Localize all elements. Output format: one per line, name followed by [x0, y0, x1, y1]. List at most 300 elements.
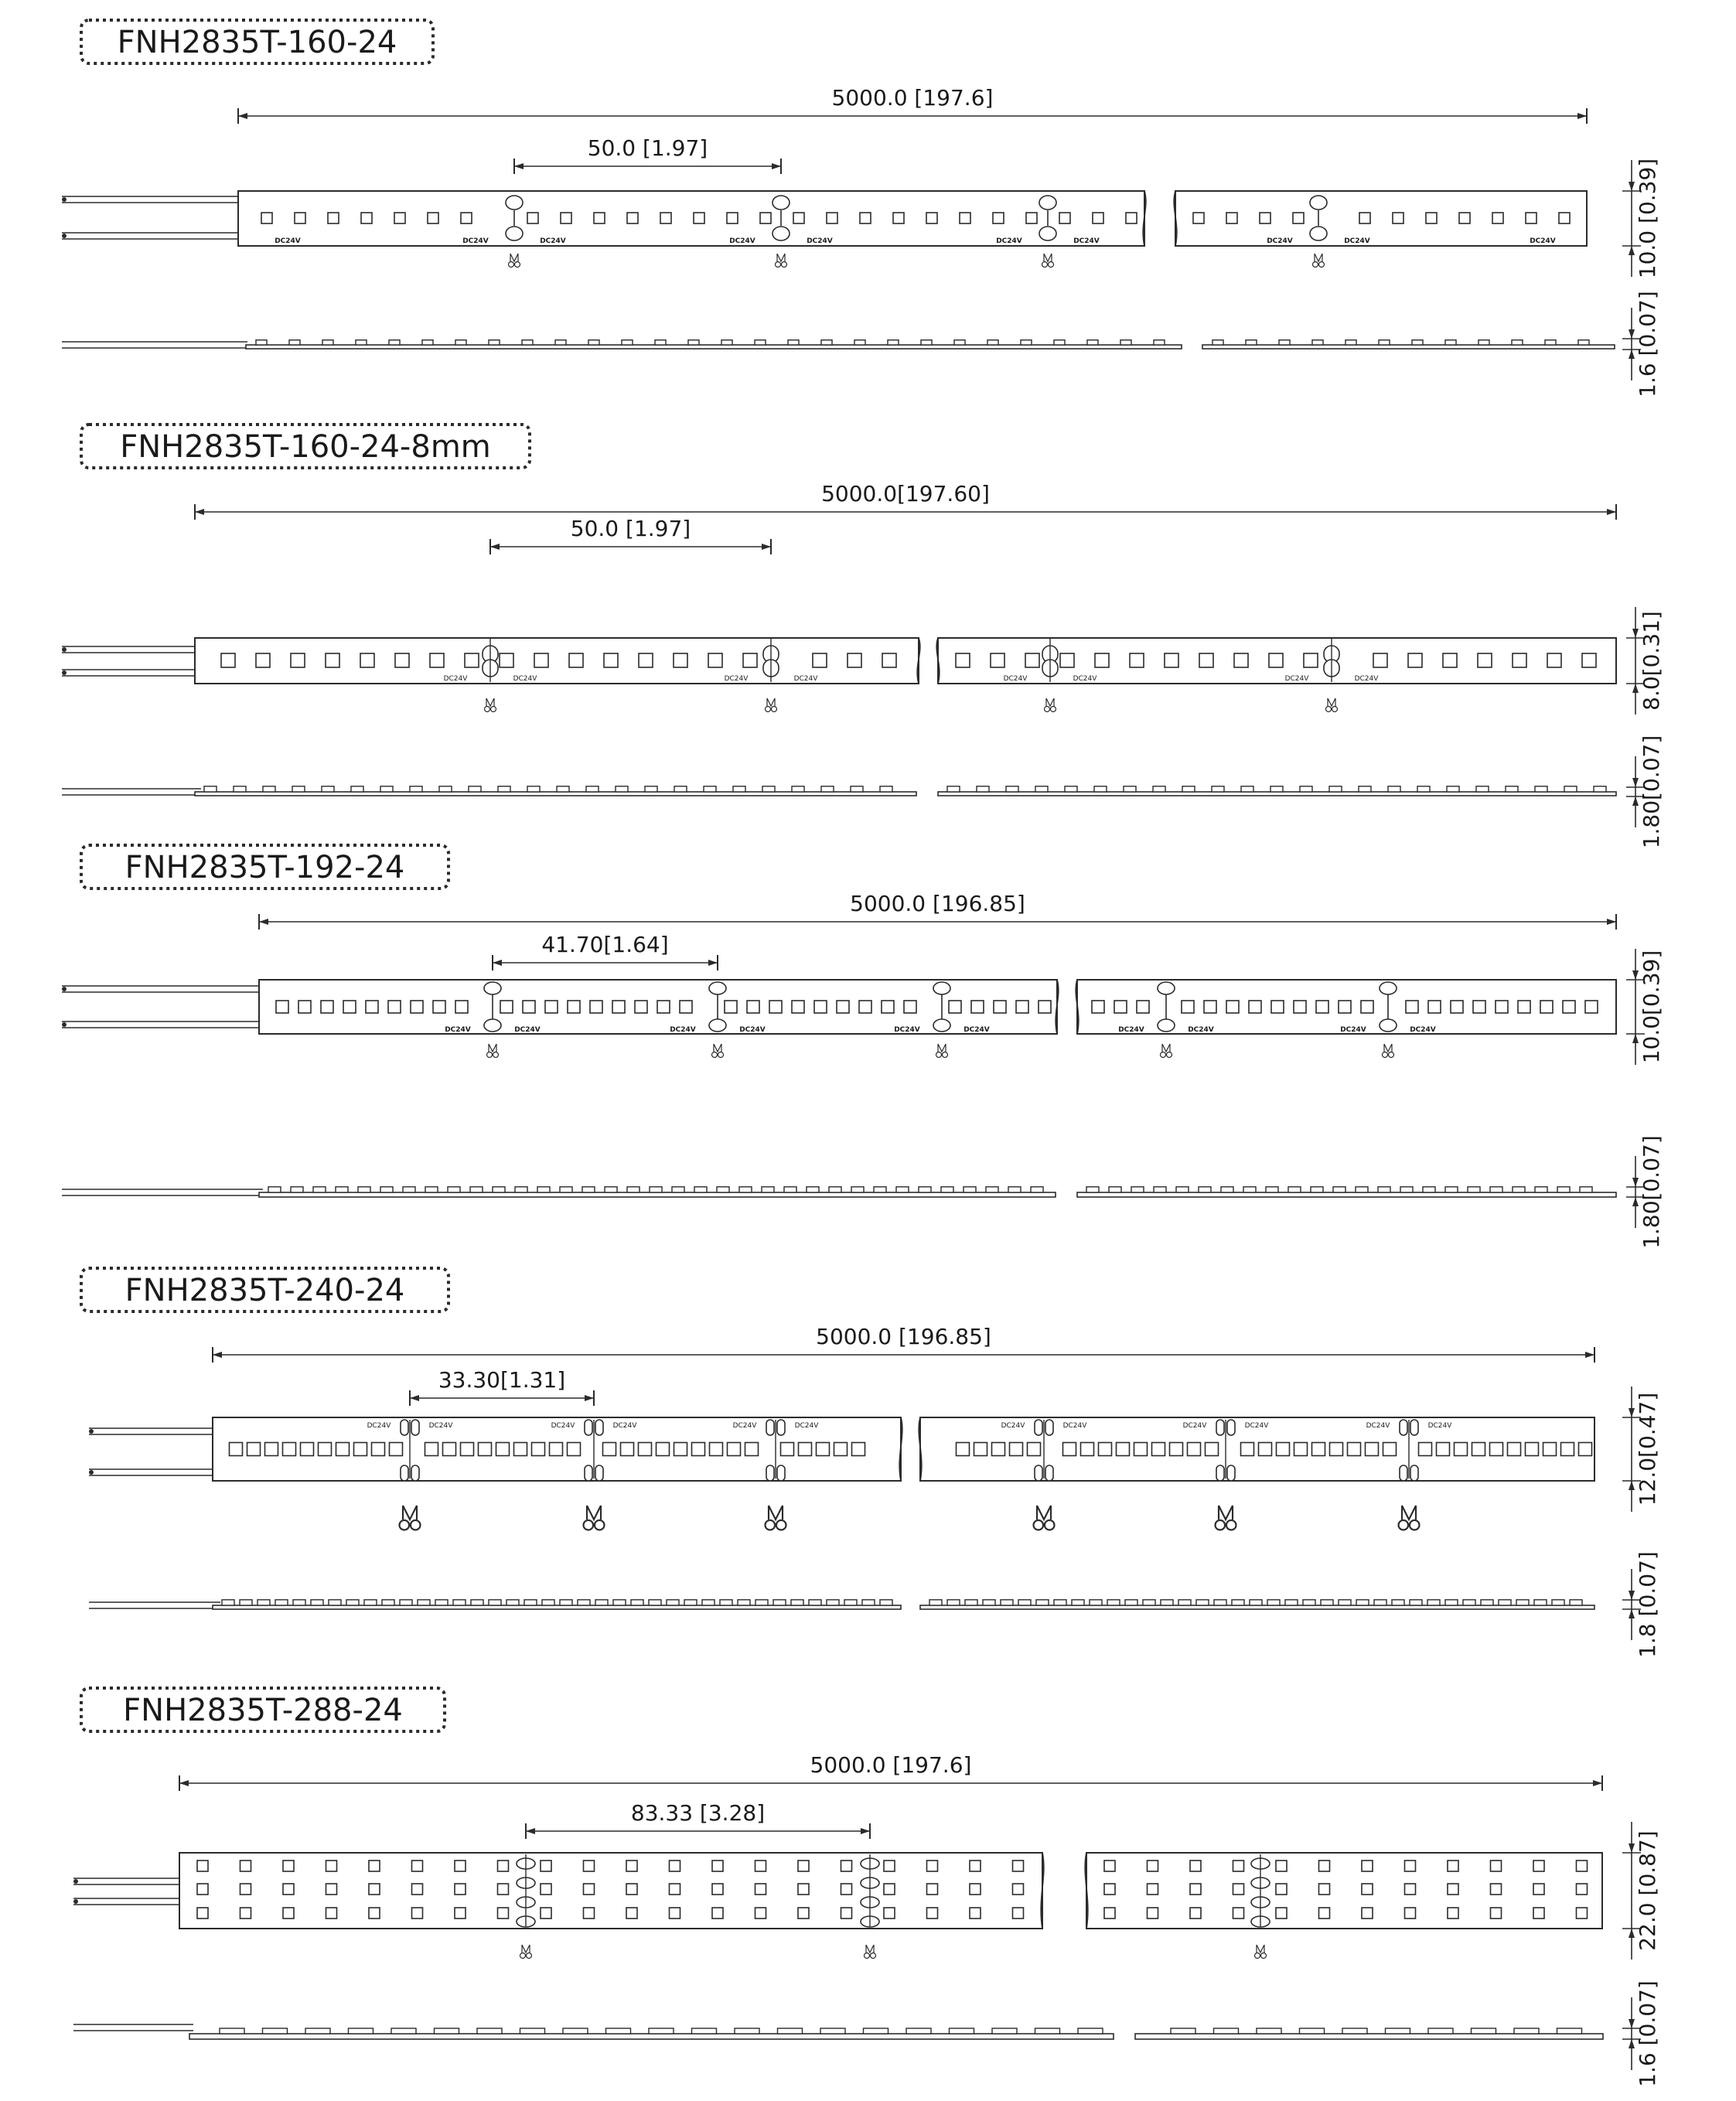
led-chip [283, 1908, 294, 1919]
model-title-box [81, 845, 448, 888]
voltage-label: DC24V [462, 237, 489, 245]
led-chip [1312, 1443, 1325, 1456]
led-chip [326, 1884, 337, 1895]
voltage-label: DC24V [275, 237, 301, 245]
led-chip [660, 213, 671, 223]
solder-pad [401, 1465, 408, 1481]
solder-pad [1039, 227, 1056, 240]
led-chip [390, 1443, 403, 1456]
led-chip [1547, 653, 1561, 667]
wire-tip [73, 1879, 78, 1884]
led-chip [425, 1443, 438, 1456]
dimension-label: 5000.0[197.60] [821, 481, 990, 506]
led-side [1578, 340, 1589, 345]
led-chip [1148, 1861, 1158, 1871]
led-chip [584, 1908, 595, 1919]
led-side [1065, 786, 1077, 792]
led-chip [1226, 213, 1237, 223]
dimension-label: 5000.0 [196.85] [850, 891, 1025, 916]
led-side [1445, 1600, 1458, 1605]
arrow-head [1629, 350, 1635, 359]
led-side [649, 1600, 661, 1605]
led-side [313, 1187, 326, 1192]
solder-pad [1410, 1465, 1418, 1481]
pitch-dimension [490, 516, 771, 554]
led-side [1386, 2028, 1410, 2034]
led-chip [1104, 1884, 1115, 1895]
led-chip [712, 1884, 723, 1895]
led-chip [1362, 1884, 1373, 1895]
led-side [1534, 1600, 1547, 1605]
led-side [827, 1600, 839, 1605]
led-chip [743, 653, 757, 667]
arrow-head [526, 1828, 535, 1834]
led-chip [534, 653, 548, 667]
led-chip [769, 1001, 782, 1013]
led-side [1594, 786, 1606, 792]
arrow-head [493, 960, 502, 966]
led-chip [1526, 213, 1536, 223]
dimension-label: 10.0 [0.39] [1635, 158, 1660, 279]
led-side [1478, 340, 1489, 345]
scissors-icon [1034, 1506, 1055, 1530]
led-chip [860, 213, 871, 223]
wire-tip [89, 1429, 94, 1434]
led-chip [541, 1908, 551, 1919]
led-side [950, 2028, 974, 2034]
arrow-head [213, 1352, 222, 1358]
led-side [489, 340, 500, 345]
arrow-head [1632, 796, 1639, 806]
led-side [1212, 340, 1223, 345]
led-side [435, 2028, 459, 2034]
led-chip [1579, 1443, 1592, 1456]
led-chip [1319, 1861, 1330, 1871]
led-chip [1437, 1443, 1450, 1456]
led-side [1499, 1600, 1511, 1605]
led-chip [927, 1884, 938, 1895]
led-chip [1540, 1001, 1553, 1013]
led-chip [1473, 1001, 1485, 1013]
led-chip [904, 1001, 916, 1013]
led-chip [1259, 1443, 1272, 1456]
led-side [1221, 1187, 1233, 1192]
led-side [1176, 1187, 1189, 1192]
led-chip [755, 1861, 766, 1871]
led-side [1018, 1600, 1031, 1605]
scissors-icon [936, 1044, 948, 1058]
voltage-label: DC24V [1062, 1422, 1087, 1430]
led-chip [240, 1861, 251, 1871]
led-side [358, 1187, 370, 1192]
led-side [921, 340, 932, 345]
led-chip [1092, 1001, 1104, 1013]
voltage-label: DC24V [732, 1422, 757, 1430]
led-chip [1405, 1908, 1416, 1919]
pitch-dimension [514, 135, 781, 174]
led-side [1021, 340, 1032, 345]
led-chip [827, 213, 837, 223]
dimension-label: 33.30[1.31] [438, 1367, 566, 1393]
led-chip [1190, 1861, 1201, 1871]
voltage-label: DC24V [1073, 237, 1100, 245]
led-side [1288, 1187, 1301, 1192]
led-chip [834, 1443, 848, 1456]
solder-pad [777, 1420, 785, 1435]
led-side [1552, 1600, 1564, 1605]
led-side [555, 340, 566, 345]
arrow-head [1632, 778, 1639, 787]
led-chip [361, 213, 372, 223]
led-side [1124, 786, 1136, 792]
led-chip [590, 1001, 602, 1013]
led-side [524, 1600, 537, 1605]
led-side [1257, 2028, 1281, 2034]
led-chip [657, 1001, 670, 1013]
led-chip [817, 1443, 830, 1456]
led-chip [455, 1001, 468, 1013]
led-side [1514, 2028, 1539, 2034]
led-side [1250, 1600, 1262, 1605]
pcb-side [189, 2034, 1114, 2039]
voltage-label: DC24V [428, 1422, 453, 1430]
led-side [1212, 786, 1224, 792]
arrow-head [410, 1395, 419, 1401]
led-chip [841, 1861, 852, 1871]
led-chip [957, 1443, 970, 1456]
section-fnh2835t-288-24 [73, 1688, 1660, 2087]
led-side [762, 1187, 774, 1192]
voltage-label: DC24V [1267, 237, 1293, 245]
dimension-label: 8.0[0.31] [1639, 611, 1664, 711]
voltage-label: DC24V [1366, 1422, 1390, 1430]
led-side [1378, 1187, 1390, 1192]
thickness-dimension [1622, 1980, 1660, 2087]
solder-pad [1039, 196, 1056, 210]
led-side [692, 2028, 717, 2034]
led-chip [1148, 1884, 1158, 1895]
led-chip [369, 1908, 380, 1919]
led-side [733, 786, 745, 792]
solder-pad [1380, 982, 1397, 994]
led-chip [498, 1908, 509, 1919]
solder-pad [411, 1420, 419, 1435]
led-chip [240, 1908, 251, 1919]
led-chip [1533, 1908, 1544, 1919]
led-side [1199, 1187, 1211, 1192]
led-chip [1316, 1001, 1328, 1013]
model-title-box [81, 20, 433, 63]
led-chip [884, 1861, 895, 1871]
led-chip [837, 1001, 849, 1013]
led-chip [1204, 1001, 1216, 1013]
led-chip [1130, 653, 1144, 667]
led-chip [455, 1908, 466, 1919]
led-side [1570, 1600, 1582, 1605]
led-chip [283, 1884, 294, 1895]
led-chip [1099, 1443, 1112, 1456]
led-side [755, 340, 766, 345]
led-side [1512, 340, 1523, 345]
led-chip [1339, 1001, 1351, 1013]
arrow-head [1585, 1352, 1594, 1358]
led-side [1412, 340, 1423, 345]
solder-pad [484, 982, 501, 994]
led-chip [561, 213, 571, 223]
voltage-label: DC24V [793, 675, 818, 683]
led-chip [1561, 1443, 1574, 1456]
led-side [204, 786, 217, 792]
led-chip [326, 653, 339, 667]
led-side [965, 1600, 977, 1605]
solder-pad [773, 227, 790, 240]
led-chip [991, 653, 1004, 667]
led-chip [1081, 1443, 1094, 1456]
led-side [537, 1187, 550, 1192]
led-chip [1233, 1884, 1244, 1895]
led-chip [1563, 1001, 1575, 1013]
led-side [1243, 1187, 1256, 1192]
led-side [674, 786, 687, 792]
led-side [880, 786, 892, 792]
led-side [645, 786, 657, 792]
led-chip [1405, 1884, 1416, 1895]
voltage-label: DC24V [513, 675, 537, 683]
led-side [469, 786, 481, 792]
led-side [1476, 786, 1489, 792]
led-chip [545, 1001, 558, 1013]
led-chip [993, 213, 1004, 223]
scissors-icon [485, 698, 496, 712]
led-chip [394, 213, 405, 223]
led-side [1090, 1600, 1102, 1605]
led-side [289, 340, 300, 345]
voltage-label: DC24V [1344, 237, 1370, 245]
led-side [1300, 2028, 1325, 2034]
led-side [1481, 1600, 1493, 1605]
solder-pad [1310, 227, 1327, 240]
led-chip [626, 1908, 637, 1919]
length-dimension [213, 1324, 1594, 1363]
led-side [1285, 1600, 1298, 1605]
led-side [322, 340, 333, 345]
led-side [1506, 786, 1518, 792]
led-side [220, 2028, 244, 2034]
voltage-label: DC24V [1188, 1026, 1214, 1034]
solder-pad [595, 1420, 603, 1435]
scissors-icon [1383, 1044, 1394, 1058]
led-chip [956, 653, 970, 667]
led-side [1087, 340, 1098, 345]
led-side [582, 1187, 595, 1192]
dimension-label: 10.0[0.39] [1639, 950, 1664, 1064]
pitch-dimension [410, 1367, 594, 1406]
led-chip [1199, 653, 1213, 667]
led-side [1154, 340, 1165, 345]
led-chip [412, 1861, 423, 1871]
model-title-box [81, 1688, 445, 1731]
led-side [1445, 1187, 1458, 1192]
led-chip [1526, 1443, 1539, 1456]
led-side [275, 1600, 288, 1605]
led-side [1427, 1600, 1440, 1605]
led-chip [1093, 213, 1103, 223]
led-side [1001, 1600, 1013, 1605]
pcb-side [920, 1605, 1594, 1609]
scissors-icon [509, 254, 520, 268]
led-chip [674, 653, 687, 667]
scissors-icon [1161, 1044, 1172, 1058]
arrow-head [1607, 919, 1616, 925]
voltage-label: DC24V [1182, 1422, 1207, 1430]
led-side [391, 2028, 416, 2034]
led-side [586, 786, 599, 792]
led-chip [1190, 1884, 1201, 1895]
led-chip [708, 653, 722, 667]
led-chip [781, 1443, 794, 1456]
led-side [1392, 1600, 1404, 1605]
led-chip [298, 1001, 311, 1013]
led-side [222, 1600, 234, 1605]
led-chip [256, 653, 270, 667]
led-chip [360, 653, 374, 667]
led-chip [621, 1443, 634, 1456]
voltage-label: DC24V [1073, 675, 1097, 683]
led-side [1311, 1187, 1323, 1192]
dimension-label: 12.0[0.47] [1635, 1392, 1660, 1506]
voltage-label: DC24V [367, 1422, 391, 1430]
led-chip [841, 1908, 852, 1919]
led-side [1463, 1600, 1475, 1605]
led-side [1428, 2028, 1453, 2034]
led-chip [1543, 1443, 1557, 1456]
led-chip [1533, 1861, 1544, 1871]
solder-pad [1216, 1420, 1224, 1435]
solder-pad [766, 1420, 774, 1435]
length-dimension [179, 1752, 1602, 1791]
solder-pad [585, 1420, 592, 1435]
led-side [1143, 1600, 1155, 1605]
led-chip [1095, 653, 1109, 667]
led-side [477, 2028, 502, 2034]
voltage-label: DC24V [1340, 1026, 1366, 1034]
led-chip [1271, 1001, 1284, 1013]
led-side [448, 1187, 460, 1192]
led-side [667, 1600, 679, 1605]
led-chip [369, 1884, 380, 1895]
arrow-head [1632, 1178, 1639, 1187]
led-chip [974, 1443, 987, 1456]
led-chip [568, 1443, 581, 1456]
scissors-icon [1255, 1945, 1267, 1959]
scissors-icon [766, 698, 777, 712]
solder-pad [1410, 1420, 1418, 1435]
led-side [1031, 1187, 1043, 1192]
arrow-head [585, 1395, 594, 1401]
pcb-side [1077, 1192, 1616, 1197]
strip-body [1086, 1853, 1602, 1929]
led-side [293, 1600, 305, 1605]
arrow-head [1632, 970, 1639, 980]
voltage-label: DC24V [1003, 675, 1028, 683]
wire-tip [89, 1470, 94, 1475]
led-chip [372, 1443, 385, 1456]
led-chip [1028, 1443, 1041, 1456]
led-chip [433, 1001, 445, 1013]
solder-pad [411, 1465, 419, 1481]
led-side [854, 340, 865, 345]
led-chip [728, 1443, 741, 1456]
led-side [380, 786, 393, 792]
led-side [792, 786, 804, 792]
scissors-icon [1399, 1506, 1420, 1530]
led-side [627, 1187, 639, 1192]
led-chip [635, 1001, 647, 1013]
led-side [672, 1187, 684, 1192]
led-chip [727, 213, 738, 223]
led-chip [725, 1001, 737, 1013]
led-side [820, 2028, 845, 2034]
led-chip [1249, 1001, 1261, 1013]
solder-pad [1400, 1420, 1407, 1435]
led-chip [197, 1861, 208, 1871]
led-chip [1533, 1884, 1544, 1895]
led-chip [814, 1001, 827, 1013]
led-side [1232, 1600, 1244, 1605]
led-chip [1348, 1443, 1361, 1456]
led-chip [465, 653, 479, 667]
led-chip [1206, 1443, 1219, 1456]
scissors-icon [487, 1044, 499, 1058]
wire-tip [62, 234, 67, 238]
led-side [1447, 786, 1459, 792]
led-chip [926, 213, 937, 223]
led-side [762, 786, 775, 792]
led-chip [1013, 1884, 1024, 1895]
wire-tip [62, 1022, 67, 1027]
led-chip [884, 1884, 895, 1895]
arrow-head [1607, 509, 1616, 515]
led-side [929, 1600, 942, 1605]
led-side [1472, 2028, 1496, 2034]
led-side [874, 1187, 886, 1192]
led-side [588, 340, 599, 345]
led-chip [1577, 1884, 1588, 1895]
solder-pad [1227, 1465, 1235, 1481]
pcb-side [1202, 345, 1615, 349]
led-side [606, 2028, 631, 2034]
arrow-head [179, 1780, 189, 1786]
voltage-label: DC24V [724, 675, 749, 683]
led-chip [411, 1001, 423, 1013]
led-side [1125, 1600, 1137, 1605]
scissors-icon [520, 1945, 532, 1959]
led-chip [240, 1884, 251, 1895]
led-side [821, 786, 834, 792]
pcb-side [246, 345, 1182, 349]
led-side [471, 1600, 483, 1605]
led-chip [1060, 653, 1074, 667]
led-side [1171, 2028, 1195, 2034]
led-chip [412, 1884, 423, 1895]
led-side [1468, 1187, 1480, 1192]
width-dimension [1622, 1822, 1660, 1959]
led-chip [412, 1908, 423, 1919]
section-fnh2835t-240-24 [81, 1268, 1660, 1658]
led-chip [1117, 1443, 1130, 1456]
led-chip [859, 1001, 871, 1013]
led-side [694, 1187, 707, 1192]
